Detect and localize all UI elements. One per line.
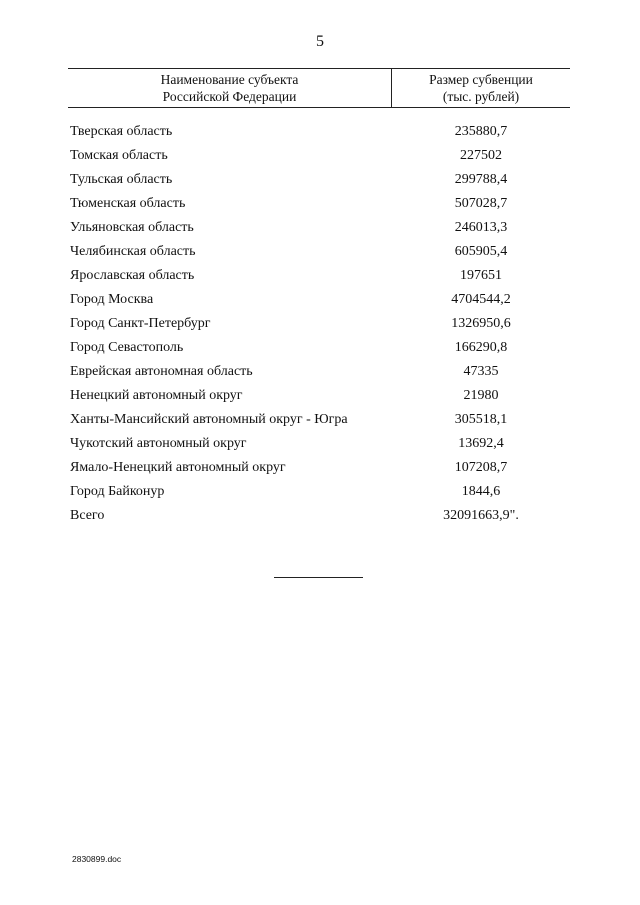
subvention-value-cell: 4704544,2 bbox=[451, 292, 511, 307]
table-row bbox=[68, 264, 570, 288]
region-name-cell: Ярославская область bbox=[70, 268, 195, 283]
table-row bbox=[68, 240, 570, 264]
footer-filename: 2830899.doc bbox=[72, 854, 122, 864]
header-value-line1: Размер субвенции bbox=[429, 72, 533, 87]
subvention-value-cell: 107208,7 bbox=[454, 460, 508, 475]
region-name-cell: Тюменская область bbox=[70, 196, 186, 211]
region-name-cell: Город Москва bbox=[70, 292, 154, 307]
subvention-value-cell: 166290,8 bbox=[454, 340, 508, 355]
header-name-column bbox=[68, 71, 391, 105]
subvention-value-cell: 21980 bbox=[463, 388, 499, 403]
subvention-value-cell: 507028,7 bbox=[454, 196, 508, 211]
table-row bbox=[68, 360, 570, 384]
table-row bbox=[68, 432, 570, 456]
table-row bbox=[68, 480, 570, 504]
header-name-line2: Российской Федерации bbox=[162, 89, 297, 104]
region-name-cell: Ямало-Ненецкий автономный округ bbox=[70, 460, 286, 475]
region-name-cell: Город Байконур bbox=[70, 484, 165, 499]
page-number: 5 bbox=[316, 33, 324, 50]
region-name-cell: Город Севастополь bbox=[70, 340, 184, 355]
table-body bbox=[68, 120, 570, 528]
region-name-cell: Томская область bbox=[70, 148, 168, 163]
table-row bbox=[68, 456, 570, 480]
region-name-cell: Челябинская область bbox=[70, 244, 196, 259]
region-name-cell: Ненецкий автономный округ bbox=[70, 388, 243, 403]
subvention-value-cell: 227502 bbox=[460, 148, 502, 163]
subvention-value-cell: 605905,4 bbox=[454, 244, 508, 259]
header-value-line2: (тыс. рублей) bbox=[442, 89, 520, 104]
header-value-column bbox=[392, 71, 570, 105]
table-row bbox=[68, 336, 570, 360]
table-row bbox=[68, 216, 570, 240]
table-row bbox=[68, 504, 570, 528]
region-name-cell: Еврейская автономная область bbox=[70, 364, 253, 379]
subvention-value-cell: 246013,3 bbox=[454, 220, 508, 235]
region-name-cell: Город Санкт-Петербург bbox=[70, 316, 211, 331]
region-name-cell: Ульяновская область bbox=[70, 220, 194, 235]
table-row bbox=[68, 384, 570, 408]
region-name-cell: Ханты-Мансийский автономный округ - Югра bbox=[70, 412, 348, 427]
table-row bbox=[68, 312, 570, 336]
subvention-value-cell: 197651 bbox=[460, 268, 502, 283]
subvention-value-cell: 1844,6 bbox=[461, 484, 501, 499]
subvention-value-cell: 32091663,9". bbox=[443, 508, 519, 523]
subvention-value-cell: 13692,4 bbox=[458, 436, 504, 451]
table-row bbox=[68, 120, 570, 144]
table-row bbox=[68, 144, 570, 168]
table-row bbox=[68, 192, 570, 216]
subvention-value-cell: 47335 bbox=[463, 364, 499, 379]
region-name-cell: Тульская область bbox=[70, 172, 173, 187]
table-header bbox=[68, 68, 570, 108]
subvention-value-cell: 299788,4 bbox=[454, 172, 508, 187]
region-name-cell: Чукотский автономный округ bbox=[70, 436, 247, 451]
subvention-table bbox=[68, 68, 570, 523]
table-row bbox=[68, 408, 570, 432]
table-row bbox=[68, 288, 570, 312]
table-row bbox=[68, 168, 570, 192]
subvention-value-cell: 235880,7 bbox=[454, 124, 508, 139]
subvention-value-cell: 305518,1 bbox=[454, 412, 508, 427]
subvention-value-cell: 1326950,6 bbox=[451, 316, 511, 331]
region-name-cell: Всего bbox=[70, 508, 105, 523]
end-rule bbox=[274, 577, 363, 578]
region-name-cell: Тверская область bbox=[70, 124, 173, 139]
header-name-line1: Наименование субъекта bbox=[160, 72, 299, 87]
